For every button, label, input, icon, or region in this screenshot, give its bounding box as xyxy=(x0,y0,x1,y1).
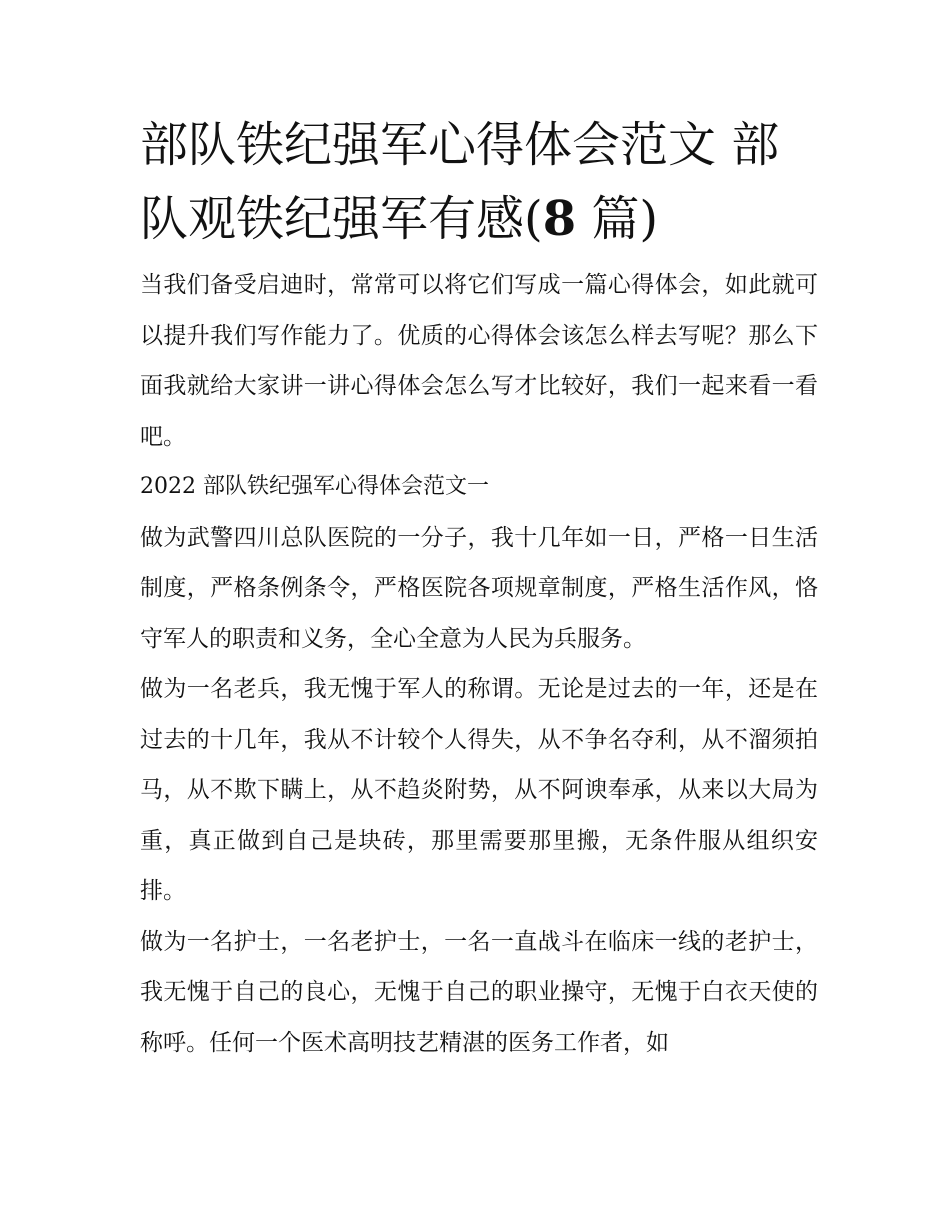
title-text: 部队铁纪强军心得体会范文 部队观铁纪强军有感( xyxy=(140,117,780,247)
document-title xyxy=(140,108,818,256)
section-heading: 2022 部队铁纪强军心得体会范文一 xyxy=(140,474,489,499)
title-suffix: 篇) xyxy=(576,191,659,247)
intro-paragraph: 当我们备受启迪时，常常可以将它们写成一篇心得体会，如此就可以提升我们写作能力了。优质的心得体会该怎么样去写呢？那么下面我就给大家讲一讲心得体会怎么写才比较好，我们一起来看一看吧。 xyxy=(140,272,818,450)
body-paragraph: 做为武警四川总队医院的一分子，我十几年如一日，严格一日生活制度，严格条例条令，严格医院各项规章制度，严格生活作风，恪守军人的职责和义务，全心全意为人民为兵服务。 xyxy=(140,524,818,652)
body-paragraph: 做为一名护士，一名老护士，一名一直战斗在临床一线的老护士，我无愧于自己的良心，无愧于自己的职业操守，无愧于白衣天使的称呼。任何一个医术高明技艺精湛的医务工作者，如 xyxy=(140,928,818,1056)
document-page xyxy=(140,108,818,1068)
title-count: 8 xyxy=(542,191,577,247)
body-paragraph: 做为一名老兵，我无愧于军人的称谓。无论是过去的一年，还是在过去的十几年，我从不计较个人得失，从不争名夺利，从不溜须拍马，从不欺下瞒上，从不趋炎附势，从不阿谀奉承，从来以大局为重，真正做到自己是块砖，那里需要那里搬，无条件服从组织安排。 xyxy=(140,676,818,904)
